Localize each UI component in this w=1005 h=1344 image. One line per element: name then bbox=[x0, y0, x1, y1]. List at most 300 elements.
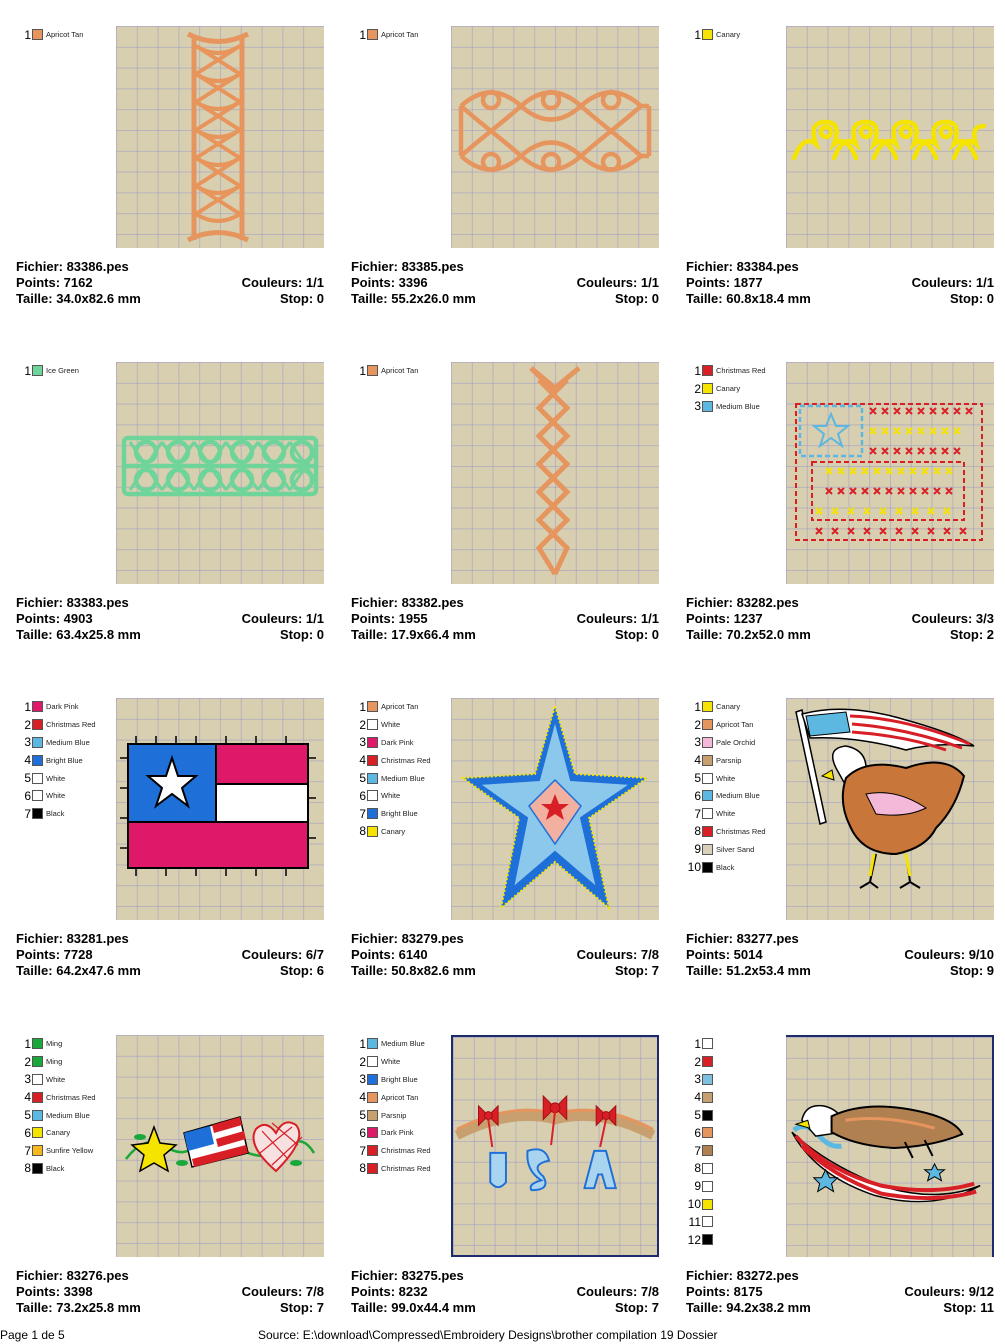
thread-index: 2 bbox=[694, 717, 701, 732]
thread-swatch bbox=[702, 737, 713, 748]
thread-name: Medium Blue bbox=[46, 737, 90, 747]
thread-swatch bbox=[32, 1038, 43, 1049]
thread-name: Christmas Red bbox=[716, 366, 766, 376]
thread-index: 5 bbox=[24, 1108, 31, 1123]
thread-name: Silver Sand bbox=[716, 844, 755, 854]
thread-row bbox=[684, 1231, 784, 1249]
thread-name: White bbox=[46, 791, 66, 801]
stop-count: Stop: 0 bbox=[279, 291, 324, 306]
colors-count: Couleurs: 1/1 bbox=[576, 275, 659, 290]
thread-name: Apricot Tan bbox=[381, 30, 419, 40]
thread-name: Christmas Red bbox=[46, 1092, 96, 1102]
design-size: Taille: 17.9x66.4 mm bbox=[351, 627, 476, 642]
embroidery-art bbox=[786, 26, 994, 248]
thread-index: 5 bbox=[359, 771, 366, 786]
thread-swatch bbox=[32, 808, 43, 819]
thread-index: 4 bbox=[359, 753, 366, 768]
file-name: Fichier: 83385.pes bbox=[351, 259, 464, 274]
thread-row bbox=[349, 805, 449, 823]
thread-swatch bbox=[32, 1056, 43, 1067]
colors-count: Couleurs: 6/7 bbox=[241, 947, 324, 962]
thread-index: 4 bbox=[694, 753, 701, 768]
thread-row bbox=[349, 1160, 449, 1178]
thread-index: 7 bbox=[24, 1143, 31, 1158]
thread-index: 1 bbox=[24, 363, 31, 378]
thread-index: 7 bbox=[694, 1143, 701, 1158]
thread-name: Dark Pink bbox=[46, 702, 79, 712]
thread-index: 3 bbox=[359, 735, 366, 750]
thread-name: Christmas Red bbox=[381, 755, 431, 765]
thread-index: 3 bbox=[694, 1072, 701, 1087]
stop-count: Stop: 7 bbox=[614, 963, 659, 978]
stop-count: Stop: 0 bbox=[614, 627, 659, 642]
file-name: Fichier: 83384.pes bbox=[686, 259, 799, 274]
thread-index: 6 bbox=[359, 788, 366, 803]
thread-swatch bbox=[367, 1127, 378, 1138]
stop-count: Stop: 0 bbox=[949, 291, 994, 306]
file-name: Fichier: 83277.pes bbox=[686, 931, 799, 946]
points-count: Points: 1237 bbox=[686, 611, 763, 626]
thread-row bbox=[684, 1213, 784, 1231]
thread-name: Pale Orchid bbox=[716, 737, 756, 747]
thread-name: Bright Blue bbox=[381, 1074, 418, 1084]
thread-index: 2 bbox=[694, 381, 701, 396]
thread-swatch bbox=[367, 1163, 378, 1174]
thread-swatch bbox=[367, 1056, 378, 1067]
stop-count: Stop: 7 bbox=[614, 1300, 659, 1315]
thread-swatch bbox=[367, 1074, 378, 1085]
thread-swatch bbox=[702, 1110, 713, 1121]
thread-index: 4 bbox=[694, 1090, 701, 1105]
thread-swatch bbox=[32, 1127, 43, 1138]
thread-row bbox=[684, 787, 784, 805]
thread-row bbox=[684, 1053, 784, 1071]
thread-row bbox=[349, 1053, 449, 1071]
file-name: Fichier: 83281.pes bbox=[16, 931, 129, 946]
thread-index: 6 bbox=[359, 1125, 366, 1140]
design-card bbox=[343, 1035, 663, 1335]
thread-index: 1 bbox=[694, 27, 701, 42]
thread-swatch bbox=[702, 1056, 713, 1067]
thread-swatch bbox=[367, 29, 378, 40]
thread-swatch bbox=[32, 719, 43, 730]
thread-row bbox=[684, 751, 784, 769]
thread-row bbox=[349, 1088, 449, 1106]
thread-swatch bbox=[702, 401, 713, 412]
thread-row bbox=[349, 362, 449, 380]
thread-index: 9 bbox=[694, 842, 701, 857]
thread-index: 6 bbox=[694, 1125, 701, 1140]
thread-row bbox=[14, 698, 114, 716]
design-info bbox=[16, 931, 324, 979]
thread-swatch bbox=[367, 790, 378, 801]
colors-count: Couleurs: 1/1 bbox=[241, 275, 324, 290]
thread-list bbox=[349, 1035, 449, 1177]
colors-count: Couleurs: 1/1 bbox=[911, 275, 994, 290]
thread-swatch bbox=[32, 1163, 43, 1174]
design-preview bbox=[116, 362, 324, 584]
design-info bbox=[686, 595, 994, 643]
thread-swatch bbox=[32, 1110, 43, 1121]
thread-swatch bbox=[367, 719, 378, 730]
points-count: Points: 6140 bbox=[351, 947, 428, 962]
thread-index: 3 bbox=[694, 399, 701, 414]
stop-count: Stop: 6 bbox=[279, 963, 324, 978]
thread-row bbox=[684, 840, 784, 858]
thread-index: 12 bbox=[687, 1232, 701, 1247]
stop-count: Stop: 7 bbox=[279, 1300, 324, 1315]
thread-name: Dark Pink bbox=[381, 1128, 414, 1138]
thread-name: Apricot Tan bbox=[381, 366, 419, 376]
thread-name: Canary bbox=[46, 1128, 71, 1138]
thread-row bbox=[684, 698, 784, 716]
thread-row bbox=[349, 751, 449, 769]
thread-row bbox=[349, 26, 449, 44]
design-info bbox=[351, 259, 659, 307]
thread-list bbox=[14, 698, 114, 823]
thread-name: Medium Blue bbox=[381, 773, 425, 783]
embroidery-art bbox=[116, 26, 324, 248]
embroidery-art bbox=[116, 1035, 324, 1257]
thread-list bbox=[14, 362, 114, 380]
thread-row bbox=[684, 1124, 784, 1142]
thread-swatch bbox=[367, 1110, 378, 1121]
thread-row bbox=[14, 362, 114, 380]
design-card bbox=[678, 362, 998, 662]
thread-list bbox=[684, 698, 784, 876]
thread-name: Christmas Red bbox=[381, 1163, 431, 1173]
thread-name: Apricot Tan bbox=[381, 702, 419, 712]
thread-index: 5 bbox=[24, 771, 31, 786]
embroidery-art bbox=[453, 1037, 657, 1255]
thread-swatch bbox=[702, 755, 713, 766]
design-card bbox=[343, 362, 663, 662]
thread-name: Canary bbox=[716, 702, 741, 712]
thread-row bbox=[349, 787, 449, 805]
thread-row bbox=[684, 1088, 784, 1106]
thread-index: 1 bbox=[694, 1036, 701, 1051]
thread-index: 8 bbox=[694, 824, 701, 839]
embroidery-art bbox=[786, 362, 994, 584]
thread-name: Black bbox=[46, 1163, 65, 1173]
thread-row bbox=[14, 787, 114, 805]
thread-list bbox=[14, 26, 114, 44]
points-count: Points: 5014 bbox=[686, 947, 763, 962]
thread-swatch bbox=[702, 773, 713, 784]
thread-name: Medium Blue bbox=[716, 401, 760, 411]
thread-name: White bbox=[46, 1074, 66, 1084]
file-name: Fichier: 83282.pes bbox=[686, 595, 799, 610]
design-info bbox=[351, 595, 659, 643]
thread-index: 1 bbox=[359, 1036, 366, 1051]
thread-swatch bbox=[702, 365, 713, 376]
points-count: Points: 8175 bbox=[686, 1284, 763, 1299]
thread-row bbox=[684, 1160, 784, 1178]
design-info bbox=[686, 259, 994, 307]
thread-index: 1 bbox=[694, 363, 701, 378]
thread-row bbox=[349, 1124, 449, 1142]
thread-name: Parsnip bbox=[716, 755, 742, 765]
design-size: Taille: 60.8x18.4 mm bbox=[686, 291, 811, 306]
thread-name: Dark Pink bbox=[381, 737, 414, 747]
thread-row bbox=[349, 1071, 449, 1089]
thread-index: 10 bbox=[687, 860, 701, 875]
stop-count: Stop: 0 bbox=[279, 627, 324, 642]
design-card bbox=[343, 26, 663, 326]
embroidery-art bbox=[116, 362, 324, 584]
thread-swatch bbox=[702, 1127, 713, 1138]
design-size: Taille: 34.0x82.6 mm bbox=[16, 291, 141, 306]
thread-index: 1 bbox=[24, 1036, 31, 1051]
thread-row bbox=[349, 823, 449, 841]
thread-row bbox=[684, 362, 784, 380]
file-name: Fichier: 83276.pes bbox=[16, 1268, 129, 1283]
embroidery-art bbox=[451, 698, 659, 920]
thread-swatch bbox=[32, 1074, 43, 1085]
thread-row bbox=[684, 734, 784, 752]
file-name: Fichier: 83279.pes bbox=[351, 931, 464, 946]
thread-row bbox=[14, 1071, 114, 1089]
thread-name: Canary bbox=[716, 30, 741, 40]
design-size: Taille: 64.2x47.6 mm bbox=[16, 963, 141, 978]
thread-row bbox=[684, 1106, 784, 1124]
thread-row bbox=[684, 26, 784, 44]
thread-row bbox=[14, 805, 114, 823]
thread-name: White bbox=[381, 1057, 401, 1067]
points-count: Points: 1955 bbox=[351, 611, 428, 626]
thread-swatch bbox=[702, 719, 713, 730]
thread-swatch bbox=[32, 773, 43, 784]
thread-swatch bbox=[702, 1145, 713, 1156]
design-card bbox=[678, 698, 998, 998]
design-size: Taille: 94.2x38.2 mm bbox=[686, 1300, 811, 1315]
thread-swatch bbox=[702, 862, 713, 873]
thread-name: Bright Blue bbox=[381, 809, 418, 819]
thread-swatch bbox=[702, 383, 713, 394]
colors-count: Couleurs: 9/12 bbox=[904, 1284, 994, 1299]
thread-index: 1 bbox=[359, 363, 366, 378]
thread-swatch bbox=[702, 1038, 713, 1049]
source-path: Source: E:\download\Compressed\Embroidery Designs\brother compilation 19 Dossier bbox=[258, 1328, 718, 1342]
thread-name: White bbox=[381, 791, 401, 801]
points-count: Points: 3396 bbox=[351, 275, 428, 290]
file-name: Fichier: 83275.pes bbox=[351, 1268, 464, 1283]
thread-row bbox=[684, 769, 784, 787]
thread-row bbox=[684, 380, 784, 398]
thread-row bbox=[349, 698, 449, 716]
thread-index: 3 bbox=[24, 735, 31, 750]
design-preview bbox=[786, 362, 994, 584]
thread-name: White bbox=[716, 809, 736, 819]
thread-swatch bbox=[702, 1234, 713, 1245]
points-count: Points: 1877 bbox=[686, 275, 763, 290]
thread-index: 1 bbox=[24, 699, 31, 714]
thread-row bbox=[684, 1142, 784, 1160]
page-number: Page 1 de 5 bbox=[0, 1328, 65, 1342]
thread-index: 6 bbox=[694, 788, 701, 803]
thread-index: 5 bbox=[694, 1108, 701, 1123]
embroidery-art bbox=[786, 698, 994, 920]
thread-name: Bright Blue bbox=[46, 755, 83, 765]
thread-name: Black bbox=[46, 809, 65, 819]
design-size: Taille: 55.2x26.0 mm bbox=[351, 291, 476, 306]
thread-index: 7 bbox=[24, 806, 31, 821]
thread-row bbox=[684, 1177, 784, 1195]
thread-swatch bbox=[702, 1181, 713, 1192]
thread-swatch bbox=[32, 1145, 43, 1156]
thread-row bbox=[14, 734, 114, 752]
thread-row bbox=[14, 26, 114, 44]
thread-row bbox=[684, 1195, 784, 1213]
design-info bbox=[16, 1268, 324, 1316]
thread-list bbox=[684, 1035, 784, 1249]
thread-name: Parsnip bbox=[381, 1110, 407, 1120]
thread-name: Black bbox=[716, 862, 735, 872]
stop-count: Stop: 2 bbox=[949, 627, 994, 642]
design-size: Taille: 50.8x82.6 mm bbox=[351, 963, 476, 978]
design-size: Taille: 63.4x25.8 mm bbox=[16, 627, 141, 642]
thread-index: 5 bbox=[694, 771, 701, 786]
design-info bbox=[16, 259, 324, 307]
thread-name: Christmas Red bbox=[381, 1146, 431, 1156]
thread-name: Apricot Tan bbox=[381, 1092, 419, 1102]
thread-index: 11 bbox=[688, 1214, 701, 1229]
thread-swatch bbox=[702, 1092, 713, 1103]
thread-row bbox=[684, 1071, 784, 1089]
thread-index: 10 bbox=[687, 1197, 701, 1212]
thread-swatch bbox=[367, 1092, 378, 1103]
thread-name: White bbox=[46, 773, 66, 783]
thread-index: 7 bbox=[359, 806, 366, 821]
file-name: Fichier: 83382.pes bbox=[351, 595, 464, 610]
design-preview bbox=[786, 1035, 994, 1257]
file-name: Fichier: 83386.pes bbox=[16, 259, 129, 274]
thread-row bbox=[14, 1160, 114, 1178]
points-count: Points: 7162 bbox=[16, 275, 93, 290]
thread-row bbox=[684, 716, 784, 734]
thread-index: 7 bbox=[359, 1143, 366, 1158]
thread-name: White bbox=[716, 773, 736, 783]
thread-swatch bbox=[702, 826, 713, 837]
colors-count: Couleurs: 7/8 bbox=[576, 947, 659, 962]
design-preview bbox=[451, 1035, 659, 1257]
colors-count: Couleurs: 7/8 bbox=[241, 1284, 324, 1299]
thread-index: 4 bbox=[24, 753, 31, 768]
thread-row bbox=[14, 716, 114, 734]
thread-row bbox=[14, 1106, 114, 1124]
design-preview bbox=[116, 1035, 324, 1257]
points-count: Points: 3398 bbox=[16, 1284, 93, 1299]
thread-name: Canary bbox=[381, 826, 406, 836]
thread-swatch bbox=[702, 790, 713, 801]
thread-swatch bbox=[32, 755, 43, 766]
thread-name: Medium Blue bbox=[381, 1039, 425, 1049]
thread-name: Canary bbox=[716, 384, 741, 394]
thread-row bbox=[684, 858, 784, 876]
thread-row bbox=[349, 1035, 449, 1053]
thread-swatch bbox=[702, 1199, 713, 1210]
thread-name: Medium Blue bbox=[46, 1110, 90, 1120]
design-card bbox=[8, 1035, 328, 1335]
thread-swatch bbox=[32, 365, 43, 376]
points-count: Points: 4903 bbox=[16, 611, 93, 626]
thread-swatch bbox=[32, 1092, 43, 1103]
stop-count: Stop: 11 bbox=[943, 1300, 994, 1315]
thread-index: 2 bbox=[359, 1054, 366, 1069]
design-card bbox=[8, 26, 328, 326]
design-preview bbox=[116, 698, 324, 920]
thread-swatch bbox=[32, 790, 43, 801]
design-size: Taille: 70.2x52.0 mm bbox=[686, 627, 811, 642]
thread-index: 3 bbox=[24, 1072, 31, 1087]
thread-index: 4 bbox=[24, 1090, 31, 1105]
thread-list bbox=[349, 698, 449, 840]
design-size: Taille: 73.2x25.8 mm bbox=[16, 1300, 141, 1315]
colors-count: Couleurs: 9/10 bbox=[904, 947, 994, 962]
design-size: Taille: 99.0x44.4 mm bbox=[351, 1300, 476, 1315]
design-info bbox=[686, 1268, 994, 1316]
design-preview bbox=[451, 26, 659, 248]
thread-index: 6 bbox=[24, 788, 31, 803]
embroidery-art bbox=[451, 26, 659, 248]
thread-swatch bbox=[702, 1074, 713, 1085]
thread-row bbox=[349, 1106, 449, 1124]
thread-index: 8 bbox=[694, 1161, 701, 1176]
embroidery-art bbox=[116, 698, 324, 920]
thread-row bbox=[14, 1088, 114, 1106]
colors-count: Couleurs: 3/3 bbox=[911, 611, 994, 626]
thread-swatch bbox=[702, 1216, 713, 1227]
thread-index: 1 bbox=[24, 27, 31, 42]
thread-row bbox=[14, 769, 114, 787]
thread-index: 1 bbox=[359, 699, 366, 714]
thread-row bbox=[14, 1142, 114, 1160]
thread-name: Ming bbox=[46, 1039, 63, 1049]
points-count: Points: 7728 bbox=[16, 947, 93, 962]
stop-count: Stop: 9 bbox=[949, 963, 994, 978]
thread-swatch bbox=[702, 808, 713, 819]
thread-name: Sunfire Yellow bbox=[46, 1146, 94, 1156]
thread-index: 2 bbox=[359, 717, 366, 732]
thread-swatch bbox=[367, 365, 378, 376]
points-count: Points: 8232 bbox=[351, 1284, 428, 1299]
embroidery-art bbox=[786, 1037, 992, 1257]
thread-swatch bbox=[367, 826, 378, 837]
thread-index: 2 bbox=[694, 1054, 701, 1069]
thread-swatch bbox=[367, 755, 378, 766]
thread-index: 3 bbox=[359, 1072, 366, 1087]
thread-name: White bbox=[381, 720, 401, 730]
thread-index: 1 bbox=[694, 699, 701, 714]
thread-name: Apricot Tan bbox=[46, 30, 84, 40]
thread-row bbox=[684, 398, 784, 416]
thread-index: 1 bbox=[359, 27, 366, 42]
thread-index: 2 bbox=[24, 1054, 31, 1069]
embroidery-art bbox=[451, 362, 659, 584]
file-name: Fichier: 83383.pes bbox=[16, 595, 129, 610]
thread-index: 3 bbox=[694, 735, 701, 750]
colors-count: Couleurs: 1/1 bbox=[576, 611, 659, 626]
design-preview bbox=[116, 26, 324, 248]
thread-swatch bbox=[367, 737, 378, 748]
design-size: Taille: 51.2x53.4 mm bbox=[686, 963, 811, 978]
thread-swatch bbox=[367, 808, 378, 819]
thread-list bbox=[14, 1035, 114, 1177]
thread-row bbox=[349, 734, 449, 752]
design-preview bbox=[786, 698, 994, 920]
design-info bbox=[351, 1268, 659, 1316]
thread-row bbox=[14, 1053, 114, 1071]
